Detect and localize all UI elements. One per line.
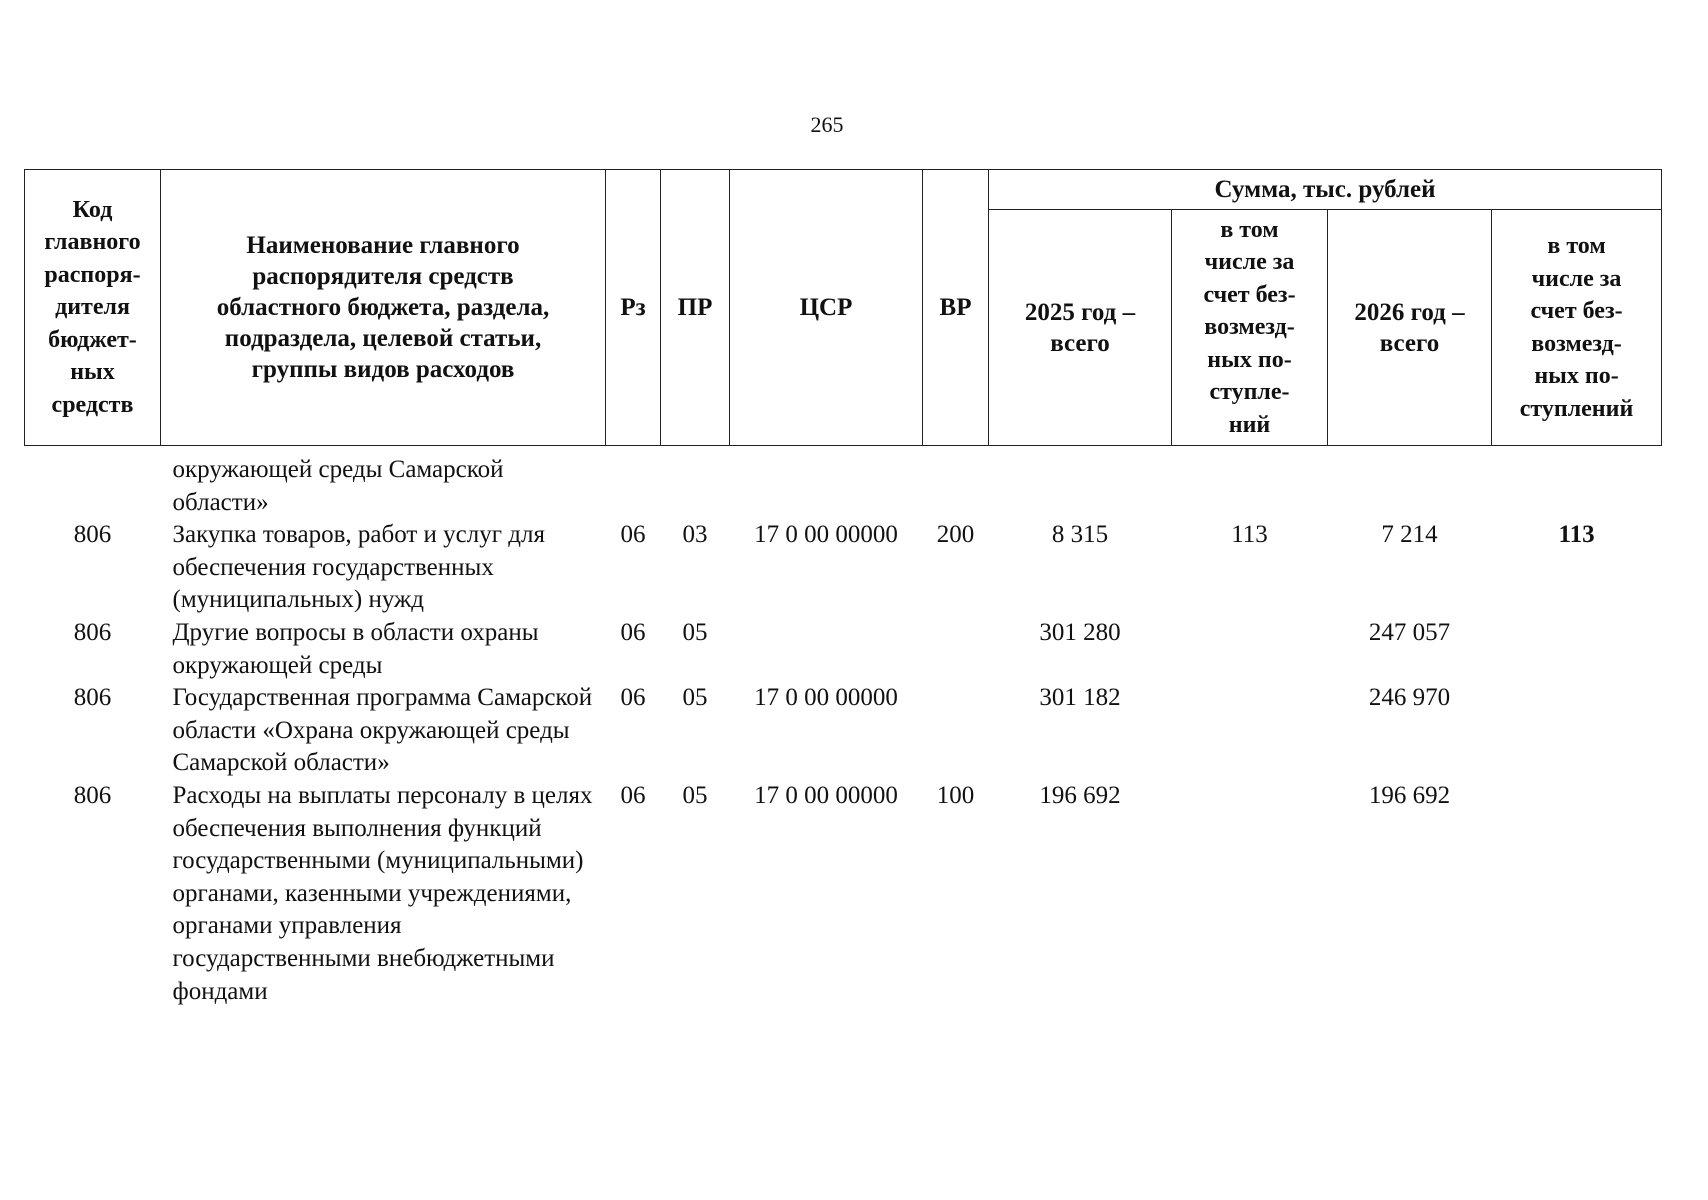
cell-code: 806: [73, 618, 112, 646]
cell-vr: [923, 617, 989, 682]
header-sum: Сумма, тыс. рублей: [989, 170, 1662, 210]
cell-2026-free: [1492, 446, 1662, 520]
budget-table: [24, 169, 1662, 1008]
cell-name: Государственная программа Самарской области «Охрана окружающей среды Самарской области»: [172, 684, 593, 777]
cell-2026-total: 196 692: [1368, 781, 1451, 809]
cell-2025-total: 196 692: [1039, 781, 1121, 809]
cell-2026-free: [1492, 682, 1662, 780]
cell-rz: 06: [620, 781, 646, 809]
cell-vr: 200: [936, 521, 975, 549]
cell-rz: 06: [620, 684, 646, 712]
cell-code: [25, 446, 161, 520]
table-row: [25, 682, 1662, 780]
page-number: 265: [810, 112, 844, 137]
cell-name: Расходы на выплаты персоналу в целях обеспечения выполнения функций государственными (муниципальными) органами, казенными учреждениями, органами управления государственными внебюджетными фондами: [172, 781, 593, 1005]
table-body: [25, 446, 1662, 1009]
table-row: [25, 446, 1662, 520]
cell-vr: [923, 446, 989, 520]
header-2025-free: в том числе за счет без- возмезд- ных по- ступле- ний: [1172, 210, 1328, 446]
cell-2026-total: [1328, 446, 1492, 520]
cell-pr: 05: [682, 684, 708, 712]
cell-rz: 06: [620, 521, 646, 549]
cell-2026-free: 113: [1558, 521, 1595, 549]
cell-pr: 05: [682, 618, 708, 646]
cell-csr: 17 0 00 00000: [754, 684, 898, 712]
cell-csr: [730, 446, 923, 520]
cell-2026-total: 246 970: [1368, 684, 1451, 712]
cell-2026-free: [1492, 780, 1662, 1008]
table-row: [25, 519, 1662, 617]
cell-vr: 100: [936, 781, 975, 809]
cell-2025-total: 8 315: [1051, 521, 1109, 549]
cell-name: окружающей среды Самарской области»: [172, 456, 504, 516]
cell-2025-free: [1172, 780, 1328, 1008]
table-row: [25, 617, 1662, 682]
cell-2025-free: [1172, 682, 1328, 780]
cell-code: 806: [73, 684, 112, 712]
cell-pr: 03: [682, 521, 708, 549]
cell-code: 806: [73, 521, 112, 549]
cell-2026-total: 247 057: [1368, 618, 1451, 646]
cell-rz: 06: [620, 618, 646, 646]
table-header: [25, 170, 1662, 446]
cell-2025-free: [1172, 446, 1328, 520]
cell-2025-total: 301 182: [1039, 684, 1121, 712]
header-2026-free: в том числе за счет без- возмезд- ных по- ступлений: [1492, 210, 1662, 446]
header-code: Код главного распоря- дителя бюджет- ных средств: [25, 170, 161, 446]
cell-rz: [606, 446, 661, 520]
cell-pr: [661, 446, 730, 520]
cell-csr: 17 0 00 00000: [754, 781, 898, 809]
cell-2025-total: [989, 446, 1172, 520]
cell-2025-free: 113: [1231, 521, 1268, 549]
header-pr: ПР: [661, 170, 730, 446]
cell-pr: 05: [682, 781, 708, 809]
header-name: Наименование главного распорядителя средств областного бюджета, раздела, подраздела, целевой статьи, группы видов расходов: [161, 170, 606, 446]
cell-2026-free: [1492, 617, 1662, 682]
header-csr: ЦСР: [730, 170, 923, 446]
cell-2025-total: 301 280: [1039, 618, 1121, 646]
header-2026-total: 2026 год – всего: [1328, 210, 1492, 446]
cell-csr: 17 0 00 00000: [754, 521, 898, 549]
cell-2026-total: 7 214: [1381, 521, 1438, 549]
header-vr: ВР: [923, 170, 989, 446]
cell-vr: [923, 682, 989, 780]
cell-code: 806: [73, 781, 112, 809]
cell-2025-free: [1172, 617, 1328, 682]
header-rz: Рз: [606, 170, 661, 446]
cell-name: Другие вопросы в области охраны окружающей среды: [172, 618, 539, 679]
header-2025-total: 2025 год – всего: [989, 210, 1172, 446]
table-row: [25, 780, 1662, 1008]
cell-name: Закупка товаров, работ и услуг для обеспечения государственных (муниципальных) нужд: [172, 521, 545, 614]
cell-csr: [730, 617, 923, 682]
